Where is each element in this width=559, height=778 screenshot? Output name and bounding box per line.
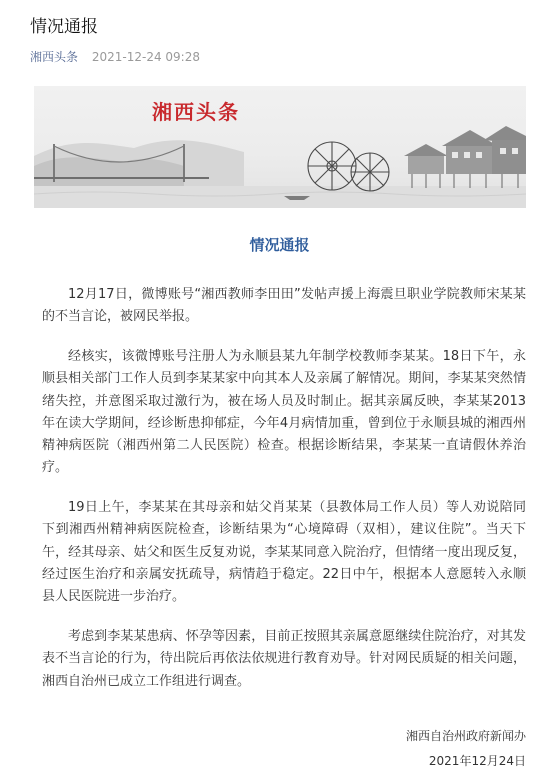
- landscape-illustration: [34, 86, 526, 208]
- signature-date: 2021年12月24日: [428, 754, 526, 768]
- article-paragraph-2: 经核实，该微博账号注册人为永顺县某九年制学校教师李某某。18日下午，永顺县相关部门工作人员到李某某家中向其本人及亲属了解情况。期间，李某某突然情绪失控，并意图采取过激行为，被在场人员及时制止。据其亲属反映，李某某2013年在读大学期间，经诊断患抑郁症，今年4月病情加重，曾到位于永顺县城的湘西州精神病医院（湘西州第二人民医院）检查。根据诊断结果，李某某一直请假休养治疗。: [42, 349, 526, 476]
- banner-brand-text: 湘西头条: [152, 100, 240, 124]
- article-paragraph-1: 12月17日，微博账号“湘西教师李田田”发帖声援上海震旦职业学院教师宋某某的不当言论，被网民举报。: [42, 287, 526, 325]
- page-title: 情况通报: [30, 17, 98, 37]
- signature-organization: 湘西自治州政府新闻办: [405, 729, 526, 743]
- article-heading: 情况通报: [249, 236, 310, 254]
- publish-datetime: 2021-12-24 09:28: [91, 50, 200, 64]
- article-paragraph-3: 19日上午，李某某在其母亲和姑父肖某某（县教体局工作人员）等人劝说陪同下到湘西州精神病医院检查，诊断结果为“心境障碍（双相），建议住院”。当天下午，经其母亲、姑父和医生反复劝说，李某某同意入院治疗，但情绪一度出现反复，经过医生治疗和亲属安抚疏导，病情趋于稳定。22日中午，根据本人意愿转入永顺县人民医院进一步治疗。: [42, 500, 526, 605]
- account-name-link[interactable]: 湘西头条: [30, 50, 79, 64]
- article-meta: [30, 48, 200, 65]
- header-banner-image: [34, 86, 526, 208]
- article-paragraph-4: 考虑到李某某患病、怀孕等因素，目前正按照其亲属意愿继续住院治疗，对其发表不当言论的行为，待出院后再依法依规进行教育劝导。针对网民质疑的相关问题，湘西自治州已成立工作组进行调查。: [42, 629, 526, 689]
